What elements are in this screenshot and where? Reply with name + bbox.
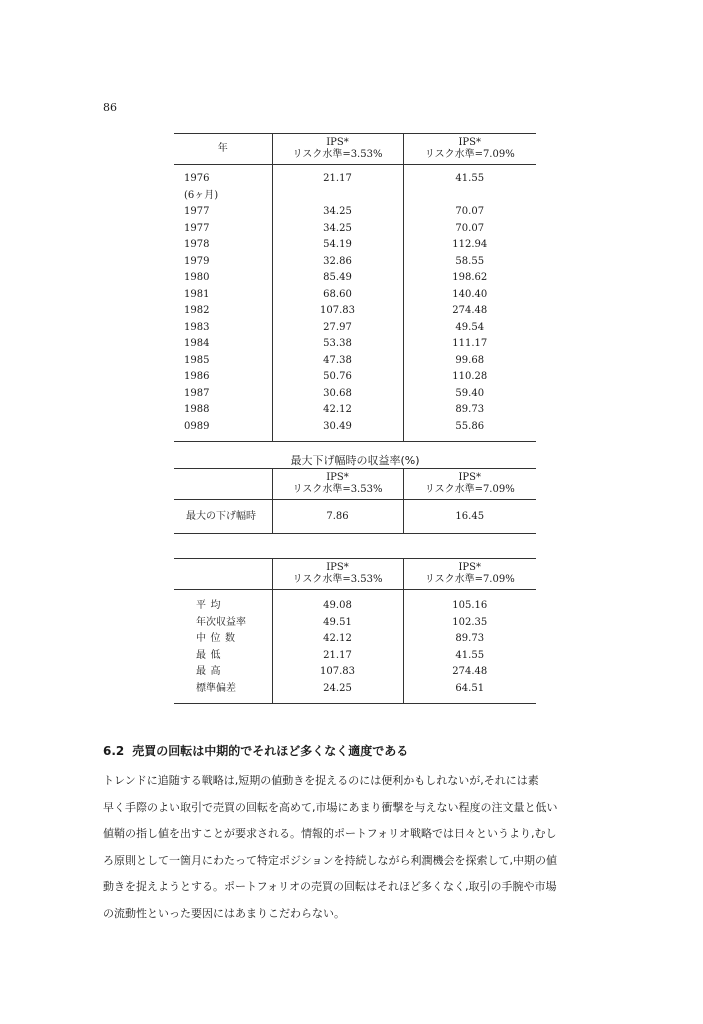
ips-709-column-header xyxy=(403,559,536,590)
row-label: 最大の下げ幅時 xyxy=(186,511,256,522)
value-cell: 34.25 xyxy=(272,221,403,238)
value-cell: 53.38 xyxy=(272,336,403,353)
table-row xyxy=(174,353,536,370)
value-cell: 274.48 xyxy=(452,666,488,677)
table-row xyxy=(174,631,536,648)
year-cell: 1976 xyxy=(184,173,210,184)
value-cell: 47.38 xyxy=(272,353,403,370)
year-cell: 1977 xyxy=(184,206,210,217)
value-cell: 107.83 xyxy=(272,664,403,681)
value-cell: 105.16 xyxy=(452,600,488,611)
stat-label: 標準偏差 xyxy=(196,682,236,694)
table-row xyxy=(174,221,536,238)
year-cell: 1985 xyxy=(184,354,210,366)
year-cell: 1988 xyxy=(184,404,210,415)
value-cell: 58.55 xyxy=(455,255,485,267)
column-header-line: IPS* xyxy=(326,472,349,483)
value-cell: 49.08 xyxy=(272,590,403,615)
column-header-line: リスク水準=3.53% xyxy=(292,484,383,495)
ips-353-column-header xyxy=(272,134,403,165)
value-cell: 54.19 xyxy=(272,237,403,254)
paragraph-line: トレンドに追随する戦略は,短期の値動きを捉えるのには便利かもしれないが,それには素 xyxy=(103,774,539,787)
section-heading xyxy=(103,742,408,759)
value-cell: 99.68 xyxy=(455,354,485,366)
value-cell: 59.40 xyxy=(455,387,485,399)
value-cell: 85.49 xyxy=(272,270,403,287)
value-cell: 42.12 xyxy=(272,631,403,648)
value-cell: 32.86 xyxy=(272,254,403,271)
year-cell: 1983 xyxy=(184,321,210,333)
value-cell: 140.40 xyxy=(452,288,488,300)
stat-label: 平均 xyxy=(196,600,225,611)
table-row xyxy=(174,270,536,287)
column-header-line: IPS* xyxy=(326,137,349,148)
column-header-line: リスク水準=3.53% xyxy=(292,574,383,585)
paragraph-line: ろ原則として一箇月にわたって特定ポジションを持続しながら利潤機会を探索して,中期の値 xyxy=(103,853,557,867)
column-header-line: リスク水準=7.09% xyxy=(424,149,515,160)
year-cell: 1977 xyxy=(184,222,210,234)
table-header xyxy=(174,469,536,500)
stat-label: 中位数 xyxy=(196,633,240,644)
year-note: (6ヶ月) xyxy=(184,189,219,201)
value-cell: 107.83 xyxy=(272,303,403,320)
ips-353-column-header xyxy=(272,559,403,590)
table-row xyxy=(174,664,536,681)
table-row xyxy=(174,320,536,337)
value-cell: 55.86 xyxy=(455,420,485,432)
value-cell: 42.12 xyxy=(272,402,403,419)
value-cell: 112.94 xyxy=(452,239,488,250)
value-cell: 7.86 xyxy=(272,500,403,534)
table-row xyxy=(174,615,536,632)
table-row xyxy=(174,287,536,304)
table-row xyxy=(174,386,536,403)
value-cell: 89.73 xyxy=(455,633,485,644)
value-cell: 102.35 xyxy=(452,616,488,628)
column-header-line: IPS* xyxy=(458,562,482,573)
value-cell: 41.55 xyxy=(455,173,485,184)
year-column-header: 年 xyxy=(217,143,228,154)
year-cell: 1984 xyxy=(184,338,210,349)
ips-353-column-header xyxy=(272,469,403,500)
value-cell: 68.60 xyxy=(272,287,403,304)
year-cell: 1978 xyxy=(184,239,210,250)
year-cell: 1982 xyxy=(184,305,210,316)
column-header-line: IPS* xyxy=(326,562,349,573)
column-header-line: リスク水準=3.53% xyxy=(292,149,383,160)
value-cell: 41.55 xyxy=(455,649,485,661)
ips-709-column-header xyxy=(403,469,536,500)
value-cell: 27.97 xyxy=(272,320,403,337)
value-cell: 70.07 xyxy=(455,222,485,234)
paragraph-line: 値鞘の指し値を出すことが要求される。情報的ポートフォリオ戦略では日々というより,むし xyxy=(103,827,557,840)
value-cell: 49.54 xyxy=(455,321,485,333)
value-cell: 70.07 xyxy=(455,206,485,217)
value-cell: 274.48 xyxy=(452,305,488,316)
year-cell: 0989 xyxy=(184,420,210,432)
table-header xyxy=(174,134,536,165)
stat-label: 最高 xyxy=(196,666,225,677)
stat-label: 年次収益率 xyxy=(196,616,246,628)
column-header-line: IPS* xyxy=(458,137,482,148)
value-cell: 50.76 xyxy=(272,369,403,386)
value-cell: 30.68 xyxy=(272,386,403,403)
ips-709-column-header xyxy=(403,134,536,165)
table-row xyxy=(174,500,536,534)
section-title: 売買の回転は中期的でそれほど多くなく適度である xyxy=(132,744,409,758)
year-cell: 1979 xyxy=(184,255,210,267)
value-cell: 30.49 xyxy=(272,419,403,442)
page-number: 86 xyxy=(103,101,117,114)
table-row xyxy=(174,237,536,254)
value-cell: 49.51 xyxy=(272,615,403,632)
paragraph-line: の流動性といった要因にはあまりこだわらない。 xyxy=(103,906,345,920)
table-row xyxy=(174,369,536,386)
value-cell: 21.17 xyxy=(272,648,403,665)
table-row xyxy=(174,590,536,615)
section-number: 6.2 xyxy=(103,744,125,758)
stat-label: 最低 xyxy=(196,649,225,661)
summary-statistics-table xyxy=(174,558,536,704)
column-header-line: リスク水準=7.09% xyxy=(424,574,515,585)
year-cell: 1980 xyxy=(184,272,210,283)
table-header xyxy=(174,559,536,590)
value-cell: 89.73 xyxy=(455,404,485,415)
value-cell: 16.45 xyxy=(455,511,485,522)
table-row xyxy=(174,303,536,320)
paragraph-line: 動きを捉えようとする。ポートフォリオの売買の回転はそれほど多くなく,取引の手腕や市場 xyxy=(103,880,557,893)
value-cell: 64.51 xyxy=(455,682,485,694)
table-row xyxy=(174,254,536,271)
value-cell: 24.25 xyxy=(272,681,403,704)
value-cell: 110.28 xyxy=(452,371,488,382)
annual-returns-table xyxy=(174,133,536,442)
body-paragraph xyxy=(103,768,603,927)
year-cell: 1986 xyxy=(184,371,210,382)
table-row xyxy=(174,648,536,665)
value-cell: 111.17 xyxy=(452,338,488,349)
year-cell: 1981 xyxy=(184,288,210,300)
column-header-line: IPS* xyxy=(458,472,482,483)
value-cell: 198.62 xyxy=(452,272,488,283)
column-header-line: リスク水準=7.09% xyxy=(424,484,515,495)
drawdown-table-title: 最大下げ幅時の収益率(%) xyxy=(290,454,420,467)
table-row xyxy=(174,419,536,442)
value-cell: 34.25 xyxy=(272,204,403,221)
paragraph-line: 早く手際のよい取引で売買の回転を高めて,市場にあまり衝撃を与えない程度の注文量と低い xyxy=(103,800,558,814)
table-row xyxy=(174,165,536,205)
table-row xyxy=(174,336,536,353)
table-row xyxy=(174,402,536,419)
value-cell: 21.17 xyxy=(272,165,403,205)
table-row xyxy=(174,681,536,704)
drawdown-table xyxy=(174,468,536,534)
year-cell: 1987 xyxy=(184,387,210,399)
table-row xyxy=(174,204,536,221)
